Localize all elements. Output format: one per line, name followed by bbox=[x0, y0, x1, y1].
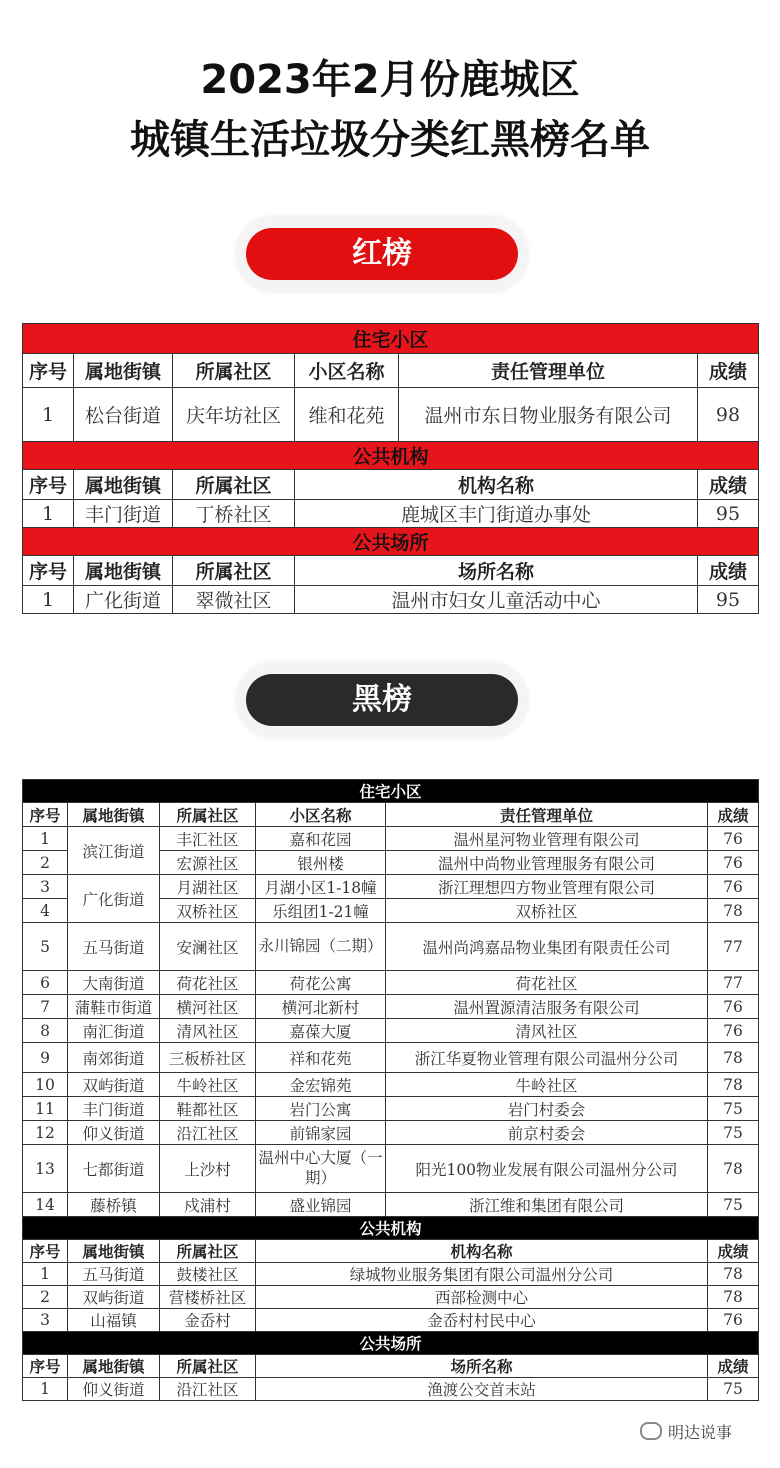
table-cell: 永川锦园（二期） bbox=[256, 923, 386, 971]
table-cell: 仰义街道 bbox=[68, 1378, 160, 1401]
table-cell: 温州尚鸿嘉品物业集团有限责任公司 bbox=[386, 923, 708, 971]
table-cell: 嘉和花园 bbox=[256, 827, 386, 851]
red-list-table bbox=[22, 323, 759, 614]
table-cell: 1 bbox=[23, 1378, 68, 1401]
table-cell: 75 bbox=[708, 1097, 759, 1121]
column-header: 成绩 bbox=[708, 1240, 759, 1263]
table-cell: 金岙村村民中心 bbox=[256, 1309, 708, 1332]
column-header: 所属社区 bbox=[173, 354, 295, 388]
table-cell: 维和花苑 bbox=[295, 388, 399, 442]
column-header: 序号 bbox=[23, 803, 68, 827]
table-cell: 横河社区 bbox=[160, 995, 256, 1019]
table-cell: 乐组团1-21幢 bbox=[256, 899, 386, 923]
table-row bbox=[23, 1043, 759, 1073]
column-header: 成绩 bbox=[698, 470, 759, 500]
black-residential-section: 住宅小区 bbox=[23, 780, 759, 803]
table-cell: 双屿街道 bbox=[68, 1286, 160, 1309]
table-cell: 双桥社区 bbox=[160, 899, 256, 923]
black-list-label: 黑榜 bbox=[246, 674, 518, 726]
table-cell: 祥和花苑 bbox=[256, 1043, 386, 1073]
table-cell: 2 bbox=[23, 851, 68, 875]
column-header: 所属社区 bbox=[160, 1240, 256, 1263]
watermark bbox=[640, 1420, 732, 1443]
table-cell: 三板桥社区 bbox=[160, 1043, 256, 1073]
column-header: 属地街镇 bbox=[74, 354, 173, 388]
table-cell: 76 bbox=[708, 1309, 759, 1332]
column-header: 属地街镇 bbox=[68, 1355, 160, 1378]
table-cell: 76 bbox=[708, 827, 759, 851]
table-row bbox=[23, 1145, 759, 1193]
red-list-label: 红榜 bbox=[246, 228, 518, 280]
table-cell: 14 bbox=[23, 1193, 68, 1217]
table-cell: 滨江街道 bbox=[68, 827, 160, 875]
column-header: 序号 bbox=[23, 470, 74, 500]
column-header: 序号 bbox=[23, 1355, 68, 1378]
column-header: 所属社区 bbox=[160, 1355, 256, 1378]
table-row bbox=[23, 500, 759, 528]
table-cell: 9 bbox=[23, 1043, 68, 1073]
table-cell: 渔渡公交首末站 bbox=[256, 1378, 708, 1401]
column-header: 小区名称 bbox=[256, 803, 386, 827]
red-list-badge bbox=[236, 216, 528, 292]
table-row bbox=[23, 1286, 759, 1309]
column-header: 所属社区 bbox=[160, 803, 256, 827]
table-row bbox=[23, 1121, 759, 1145]
table-cell: 荷花社区 bbox=[386, 971, 708, 995]
table-cell: 五马街道 bbox=[68, 1263, 160, 1286]
table-cell: 沿江社区 bbox=[160, 1121, 256, 1145]
column-header: 成绩 bbox=[708, 803, 759, 827]
table-cell: 76 bbox=[708, 851, 759, 875]
table-cell: 荷花公寓 bbox=[256, 971, 386, 995]
table-cell: 3 bbox=[23, 1309, 68, 1332]
table-row bbox=[23, 995, 759, 1019]
table-cell: 78 bbox=[708, 899, 759, 923]
table-cell: 77 bbox=[708, 971, 759, 995]
table-cell: 嘉葆大厦 bbox=[256, 1019, 386, 1043]
table-cell: 温州市妇女儿童活动中心 bbox=[295, 586, 698, 614]
table-row bbox=[23, 923, 759, 971]
table-cell: 78 bbox=[708, 1145, 759, 1193]
table-cell: 双屿街道 bbox=[68, 1073, 160, 1097]
table-cell: 大南街道 bbox=[68, 971, 160, 995]
table-cell: 7 bbox=[23, 995, 68, 1019]
table-cell: 温州中心大厦（一期） bbox=[256, 1145, 386, 1193]
table-cell: 13 bbox=[23, 1145, 68, 1193]
black-venue-section: 公共场所 bbox=[23, 1332, 759, 1355]
table-cell: 丰门街道 bbox=[68, 1097, 160, 1121]
table-cell: 五马街道 bbox=[68, 923, 160, 971]
table-cell: 98 bbox=[698, 388, 759, 442]
chat-bubble-icon bbox=[640, 1422, 662, 1440]
table-row bbox=[23, 827, 759, 851]
table-cell: 丁桥社区 bbox=[173, 500, 295, 528]
table-cell: 95 bbox=[698, 586, 759, 614]
column-header: 成绩 bbox=[698, 556, 759, 586]
black-list-table bbox=[22, 779, 759, 1401]
table-cell: 松台街道 bbox=[74, 388, 173, 442]
table-cell: 鞋都社区 bbox=[160, 1097, 256, 1121]
table-cell: 76 bbox=[708, 995, 759, 1019]
table-row bbox=[23, 971, 759, 995]
table-cell: 76 bbox=[708, 875, 759, 899]
column-header: 属地街镇 bbox=[74, 470, 173, 500]
table-cell: 3 bbox=[23, 875, 68, 899]
table-cell: 10 bbox=[23, 1073, 68, 1097]
table-cell: 2 bbox=[23, 1286, 68, 1309]
table-cell: 清风社区 bbox=[160, 1019, 256, 1043]
table-cell: 1 bbox=[23, 827, 68, 851]
column-header: 机构名称 bbox=[295, 470, 698, 500]
table-cell: 丰门街道 bbox=[74, 500, 173, 528]
column-header: 机构名称 bbox=[256, 1240, 708, 1263]
table-cell: 银州楼 bbox=[256, 851, 386, 875]
table-cell: 仰义街道 bbox=[68, 1121, 160, 1145]
table-cell: 75 bbox=[708, 1121, 759, 1145]
table-cell: 金岙村 bbox=[160, 1309, 256, 1332]
table-cell: 安澜社区 bbox=[160, 923, 256, 971]
table-cell: 1 bbox=[23, 586, 74, 614]
table-cell: 月湖社区 bbox=[160, 875, 256, 899]
table-row bbox=[23, 1309, 759, 1332]
column-header: 属地街镇 bbox=[68, 1240, 160, 1263]
table-cell: 78 bbox=[708, 1073, 759, 1097]
table-cell: 温州置源清洁服务有限公司 bbox=[386, 995, 708, 1019]
table-cell: 76 bbox=[708, 1019, 759, 1043]
table-cell: 西部检测中心 bbox=[256, 1286, 708, 1309]
table-cell: 78 bbox=[708, 1043, 759, 1073]
table-cell: 温州中尚物业管理服务有限公司 bbox=[386, 851, 708, 875]
table-cell: 南郊街道 bbox=[68, 1043, 160, 1073]
red-venue-section: 公共场所 bbox=[23, 528, 759, 556]
table-cell: 上沙村 bbox=[160, 1145, 256, 1193]
table-row bbox=[23, 1263, 759, 1286]
table-cell: 广化街道 bbox=[68, 875, 160, 923]
column-header: 责任管理单位 bbox=[386, 803, 708, 827]
black-list-badge bbox=[236, 662, 528, 738]
table-cell: 11 bbox=[23, 1097, 68, 1121]
table-cell: 75 bbox=[708, 1378, 759, 1401]
table-cell: 95 bbox=[698, 500, 759, 528]
column-header: 场所名称 bbox=[295, 556, 698, 586]
table-cell: 6 bbox=[23, 971, 68, 995]
table-cell: 浙江理想四方物业管理有限公司 bbox=[386, 875, 708, 899]
table-cell: 牛岭社区 bbox=[160, 1073, 256, 1097]
table-row bbox=[23, 1019, 759, 1043]
column-header: 成绩 bbox=[708, 1355, 759, 1378]
table-cell: 鹿城区丰门街道办事处 bbox=[295, 500, 698, 528]
table-row bbox=[23, 1097, 759, 1121]
column-header: 责任管理单位 bbox=[399, 354, 698, 388]
table-cell: 4 bbox=[23, 899, 68, 923]
table-cell: 8 bbox=[23, 1019, 68, 1043]
table-cell: 12 bbox=[23, 1121, 68, 1145]
black-institution-section: 公共机构 bbox=[23, 1217, 759, 1240]
table-row bbox=[23, 388, 759, 442]
table-cell: 荷花社区 bbox=[160, 971, 256, 995]
table-row bbox=[23, 1073, 759, 1097]
watermark-text: 明达说事 bbox=[668, 1423, 733, 1442]
column-header: 序号 bbox=[23, 1240, 68, 1263]
table-cell: 藤桥镇 bbox=[68, 1193, 160, 1217]
table-cell: 前京村委会 bbox=[386, 1121, 708, 1145]
table-cell: 横河北新村 bbox=[256, 995, 386, 1019]
column-header: 小区名称 bbox=[295, 354, 399, 388]
table-cell: 1 bbox=[23, 1263, 68, 1286]
table-cell: 阳光100物业发展有限公司温州分公司 bbox=[386, 1145, 708, 1193]
table-cell: 77 bbox=[708, 923, 759, 971]
table-cell: 岩门公寓 bbox=[256, 1097, 386, 1121]
table-cell: 温州星河物业管理有限公司 bbox=[386, 827, 708, 851]
table-cell: 浙江维和集团有限公司 bbox=[386, 1193, 708, 1217]
table-cell: 庆年坊社区 bbox=[173, 388, 295, 442]
column-header: 属地街镇 bbox=[74, 556, 173, 586]
title-line-2: 城镇生活垃圾分类红黑榜名单 bbox=[130, 117, 650, 163]
table-cell: 双桥社区 bbox=[386, 899, 708, 923]
table-cell: 温州市东日物业服务有限公司 bbox=[399, 388, 698, 442]
table-cell: 牛岭社区 bbox=[386, 1073, 708, 1097]
table-cell: 1 bbox=[23, 500, 74, 528]
table-cell: 浙江华夏物业管理有限公司温州分公司 bbox=[386, 1043, 708, 1073]
table-cell: 翠微社区 bbox=[173, 586, 295, 614]
table-cell: 前锦家园 bbox=[256, 1121, 386, 1145]
red-residential-section: 住宅小区 bbox=[23, 324, 759, 354]
column-header: 所属社区 bbox=[173, 556, 295, 586]
table-cell: 山福镇 bbox=[68, 1309, 160, 1332]
table-cell: 鼓楼社区 bbox=[160, 1263, 256, 1286]
table-row bbox=[23, 875, 759, 899]
table-cell: 沿江社区 bbox=[160, 1378, 256, 1401]
table-cell: 南汇街道 bbox=[68, 1019, 160, 1043]
table-cell: 清风社区 bbox=[386, 1019, 708, 1043]
table-cell: 78 bbox=[708, 1286, 759, 1309]
column-header: 序号 bbox=[23, 354, 74, 388]
table-cell: 1 bbox=[23, 388, 74, 442]
table-cell: 5 bbox=[23, 923, 68, 971]
table-cell: 岩门村委会 bbox=[386, 1097, 708, 1121]
table-cell: 78 bbox=[708, 1263, 759, 1286]
table-row bbox=[23, 1193, 759, 1217]
table-cell: 绿城物业服务集团有限公司温州分公司 bbox=[256, 1263, 708, 1286]
table-cell: 七都街道 bbox=[68, 1145, 160, 1193]
table-cell: 丰汇社区 bbox=[160, 827, 256, 851]
column-header: 属地街镇 bbox=[68, 803, 160, 827]
table-row bbox=[23, 586, 759, 614]
red-institution-section: 公共机构 bbox=[23, 442, 759, 470]
column-header: 场所名称 bbox=[256, 1355, 708, 1378]
table-cell: 广化街道 bbox=[74, 586, 173, 614]
column-header: 成绩 bbox=[698, 354, 759, 388]
table-cell: 营楼桥社区 bbox=[160, 1286, 256, 1309]
table-cell: 蒲鞋市街道 bbox=[68, 995, 160, 1019]
column-header: 序号 bbox=[23, 556, 74, 586]
table-cell: 月湖小区1-18幢 bbox=[256, 875, 386, 899]
table-cell: 75 bbox=[708, 1193, 759, 1217]
table-cell: 戍浦村 bbox=[160, 1193, 256, 1217]
table-row bbox=[23, 1378, 759, 1401]
table-cell: 金宏锦苑 bbox=[256, 1073, 386, 1097]
table-cell: 宏源社区 bbox=[160, 851, 256, 875]
table-cell: 盛业锦园 bbox=[256, 1193, 386, 1217]
title-line-1: 2023年2月份鹿城区 bbox=[200, 57, 580, 103]
column-header: 所属社区 bbox=[173, 470, 295, 500]
